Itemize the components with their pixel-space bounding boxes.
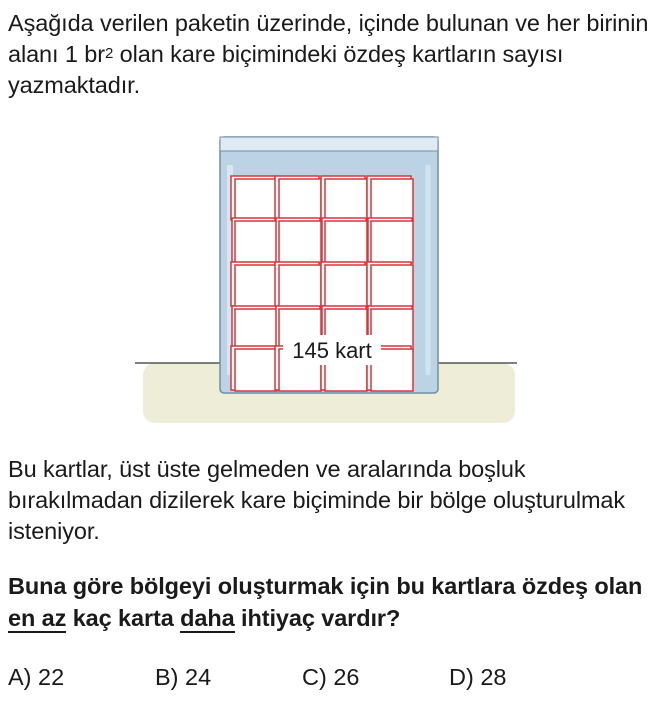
- answer-options: [8, 664, 658, 696]
- option-c[interactable]: [302, 664, 359, 691]
- card: [325, 221, 367, 263]
- card: [235, 221, 277, 263]
- option-a-letter: A): [8, 664, 32, 690]
- option-d-letter: D): [449, 664, 474, 690]
- card: [325, 179, 367, 221]
- question-part-1: Buna göre bölgeyi oluşturmak için bu kartlara özdeş olan: [8, 573, 643, 599]
- card: [235, 309, 277, 351]
- card: [325, 265, 367, 307]
- option-d[interactable]: [449, 664, 506, 691]
- option-b-value: 24: [185, 664, 212, 690]
- card: [235, 179, 277, 221]
- option-d-value: 28: [480, 664, 507, 690]
- card-package-illustration: [135, 125, 525, 430]
- area-exponent: 2: [104, 45, 114, 62]
- question-part-3: ihtiyaç vardır?: [234, 605, 401, 631]
- intro-text-main: Aşağıda verilen paketin üzerinde, içinde bulunan ve her birinin alanı 1 br: [8, 10, 649, 67]
- card: [235, 265, 277, 307]
- emphasis-daha: daha: [180, 605, 235, 631]
- question-part-2: kaç karta: [66, 605, 181, 631]
- question-text: [8, 570, 658, 634]
- card: [279, 179, 321, 221]
- card: [371, 179, 413, 221]
- option-b[interactable]: [155, 664, 211, 691]
- card: [235, 349, 277, 391]
- card: [371, 265, 413, 307]
- option-c-value: 26: [333, 664, 360, 690]
- option-b-letter: B): [155, 664, 179, 690]
- option-a-value: 22: [38, 664, 65, 690]
- intro-text-end: olan kare biçimindeki özdeş kartların sayısı yazmaktadır.: [8, 41, 564, 98]
- option-a[interactable]: [8, 664, 64, 691]
- card: [371, 221, 413, 263]
- card: [279, 265, 321, 307]
- package-seal: [220, 137, 438, 151]
- problem-description: Bu kartlar, üst üste gelmeden ve aralarında boşluk bırakılmadan dizilerek kare biçiminde bir bölge oluşturulmak isteniyor.: [8, 456, 626, 544]
- card: [279, 221, 321, 263]
- intro-text: [8, 8, 658, 101]
- option-c-letter: C): [302, 664, 327, 690]
- emphasis-en-az: en az: [8, 605, 67, 631]
- package-label: 145 kart: [292, 338, 372, 363]
